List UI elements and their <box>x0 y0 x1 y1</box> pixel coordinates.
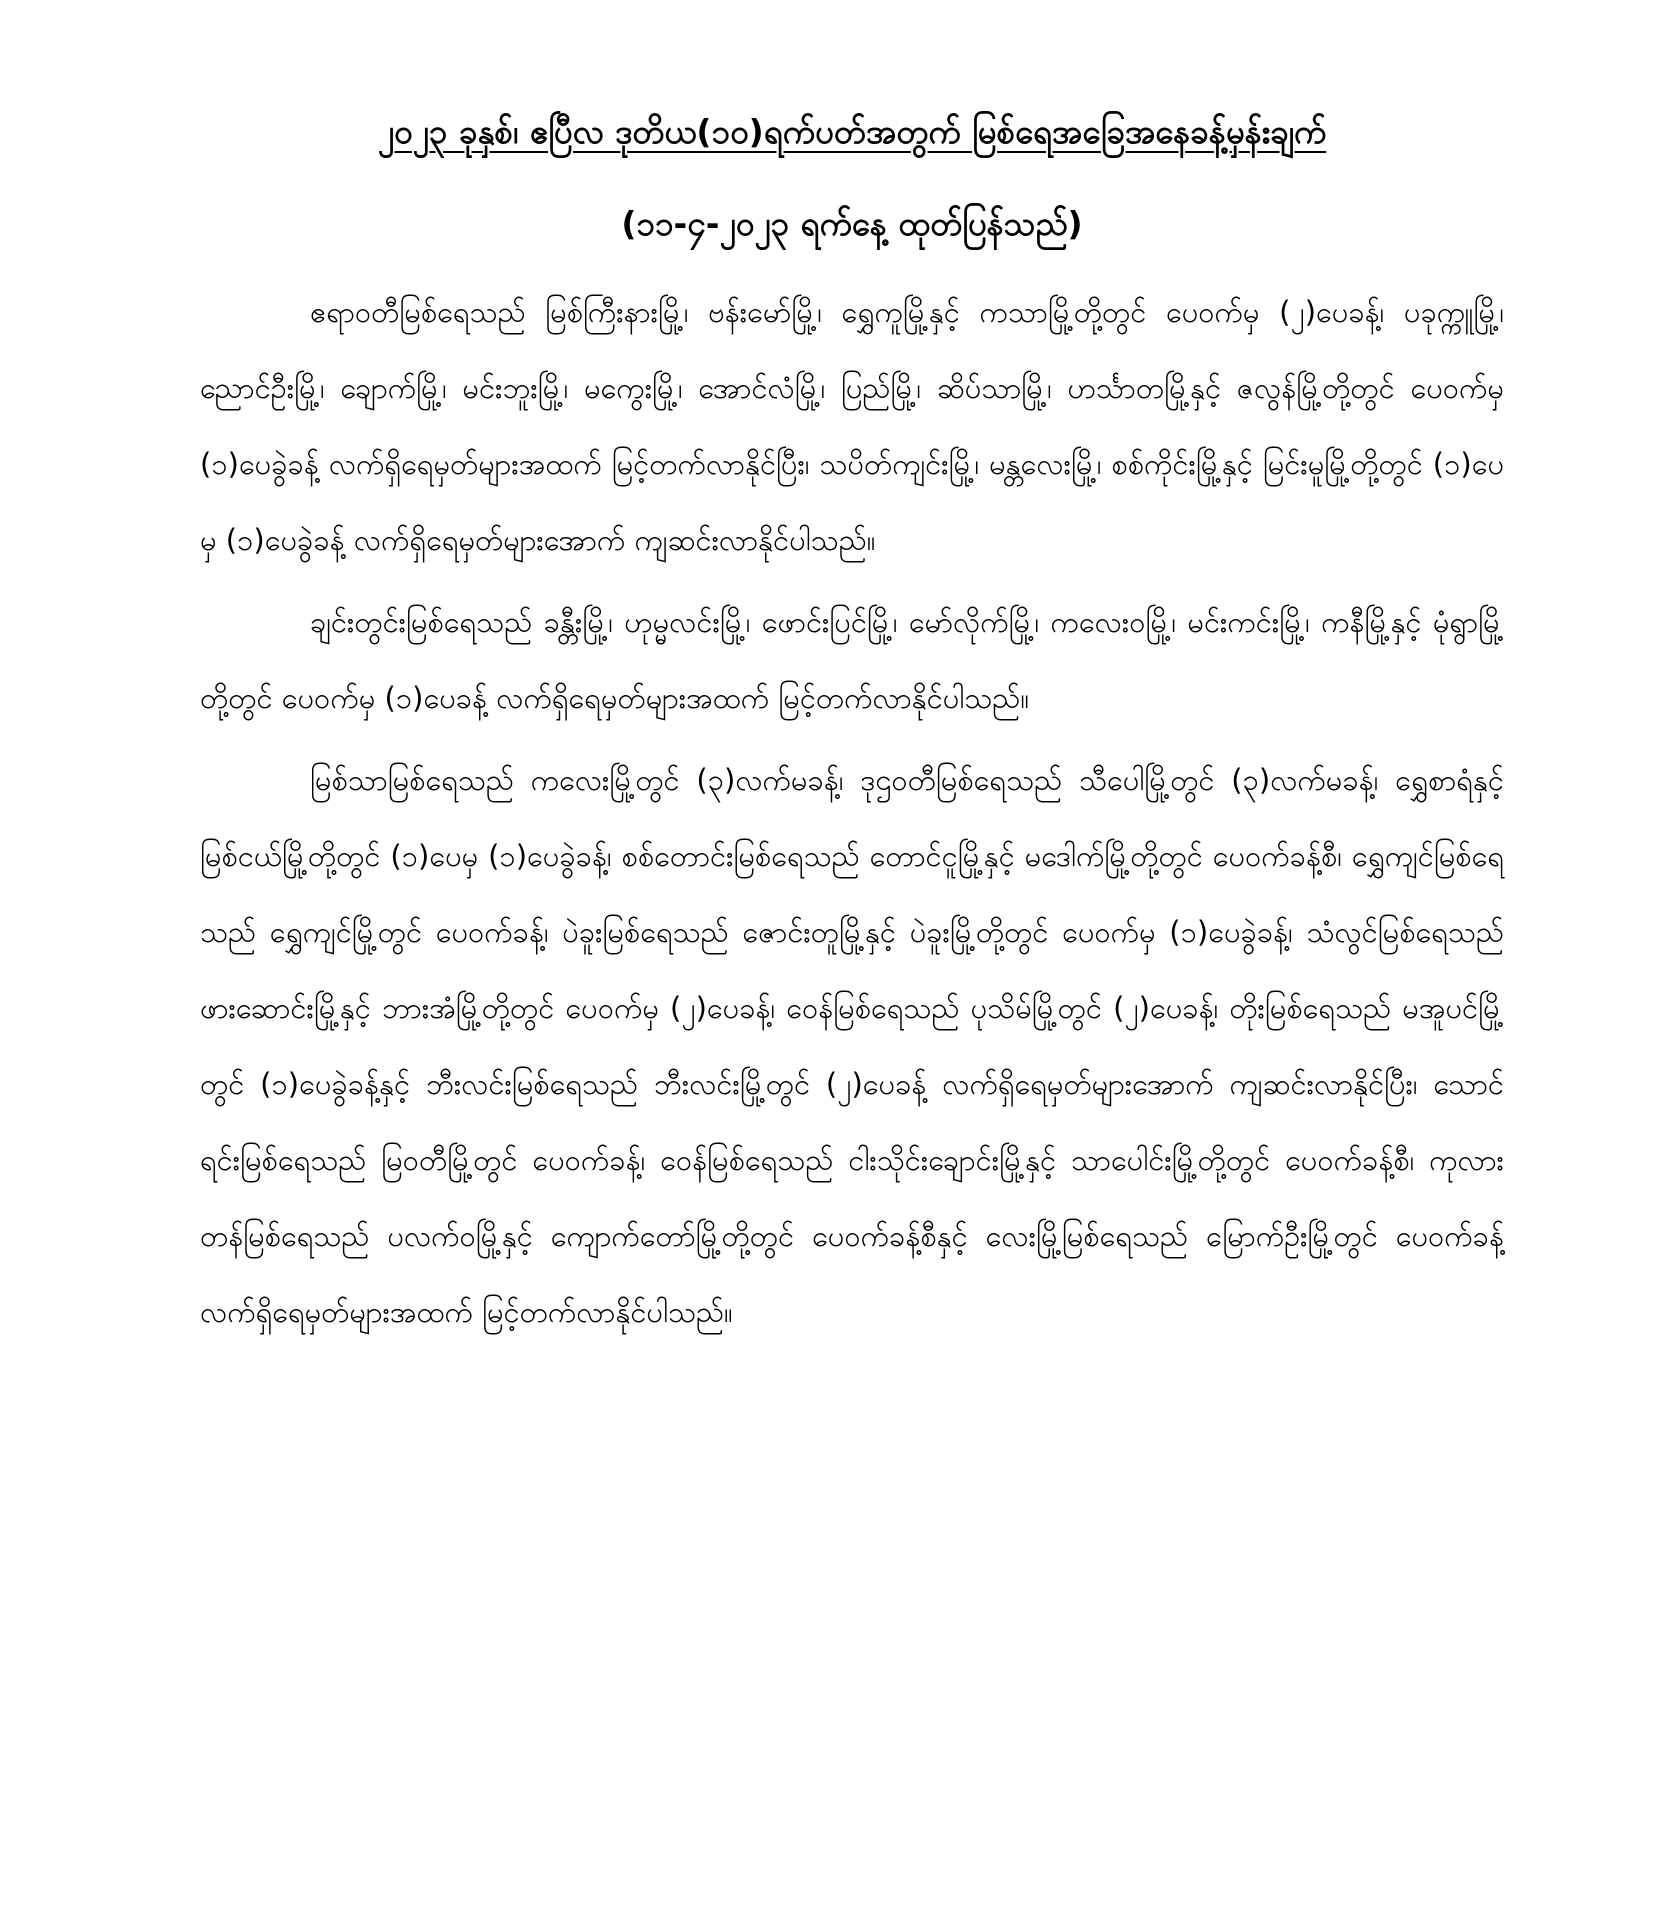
paragraph-other-rivers: မြစ်သာမြစ်ရေသည် ကလေးမြို့တွင် (၃)လက်မခန့်၊ ဒုဌဝတီမြစ်ရေသည် သီပေါမြို့တွင် (၃)လက်မခန့်၊ ရွှေစာရံနှင့် မြစ်ငယ်မြို့တို့တွင် (၁)ပေမှ (၁)ပေခွဲခန့်၊ စစ်တောင်းမြစ်ရေသည် တောင်ငူမြို့နှင့် မဒေါက်မြို့တို့တွင် ပေဝက်ခန့်စီ၊ ရွှေကျင်မြစ်ရေသည် ရွှေကျင်မြို့တွင် ပေဝက်ခန့်၊ ပဲခူးမြစ်ရေသည် ဇောင်းတူမြို့နှင့် ပဲခူးမြို့တို့တွင် ပေဝက်မှ (၁)ပေခွဲခန့်၊ သံလွင်မြစ်ရေသည် ဖားဆောင်းမြို့နှင့် ဘားအံမြို့တို့တွင် ပေဝက်မှ (၂)ပေခန့်၊ ဝေန်မြစ်ရေသည် ပုသိမ်မြို့တွင် (၂)ပေခန့်၊ တိုးမြစ်ရေသည် မအူပင်မြို့တွင် (၁)ပေခွဲခန့်နှင့် ဘီးလင်းမြစ်ရေသည် ဘီးလင်းမြို့တွင် (၂)ပေခန့် လက်ရှိရေမှတ်များအောက် ကျဆင်းလာနိုင်ပြီး၊ သောင်ရင်းမြစ်ရေသည် မြဝတီမြို့တွင် ပေဝက်ခန့်၊ ဝေန်မြစ်ရေသည် ငါးသိုင်းချောင်းမြို့နှင့် သာပေါင်းမြို့တို့တွင် ပေဝက်ခန့်စီ၊ ကုလားတန်မြစ်ရေသည် ပလက်ဝမြို့နှင့် ကျောက်တော်မြို့တို့တွင် ပေဝက်ခန့်စီနှင့် လေးမြို့မြစ်ရေသည် မြောက်ဦးမြို့တွင် ပေဝက်ခန့် လက်ရှိရေမှတ်များအထက် မြင့်တက်လာနိုင်ပါသည်။ <box>200 763 1504 1329</box>
paragraph-chindwin: ချင်းတွင်းမြစ်ရေသည် ခန္တီးမြို့၊ ဟုမ္မလင်းမြို့၊ ဖောင်းပြင်မြို့၊ မော်လိုက်မြို့၊ ကလေးဝမြို့၊ မင်းကင်းမြို့၊ ကနီမြို့နှင့် မုံရွာမြို့တို့တွင် ပေဝက်မှ (၁)ပေခန့် လက်ရှိရေမှတ်များအထက် မြင့်တက်လာနိုင်ပါသည်။ <box>200 605 1504 715</box>
document-subtitle: (၁၁-၄-၂၀၂၃ ရက်နေ့ ထုတ်ပြန်သည်) <box>621 204 1083 243</box>
paragraph-irrawaddy: ဧရာဝတီမြစ်ရေသည် မြစ်ကြီးနားမြို့၊ ဗန်းမော်မြို့၊ ရွှေကူမြို့နှင့် ကသာမြို့တို့တွင် ပေဝက်မှ (၂)ပေခန့်၊ ပခုက္ကူမြို့၊ ညောင်ဦးမြို့၊ ချောက်မြို့၊ မင်းဘူးမြို့၊ မကွေးမြို့၊ အောင်လံမြို့၊ ပြည်မြို့၊ ဆိပ်သာမြို့၊ ဟင်္သာတမြို့နှင့် ဇလွန်မြို့တို့တွင် ပေဝက်မှ (၁)ပေခွဲခန့် လက်ရှိရေမှတ်များအထက် မြင့်တက်လာနိုင်ပြီး၊ သပိတ်ကျင်းမြို့၊ မန္တလေးမြို့၊ စစ်ကိုင်းမြို့နှင့် မြင်းမူမြို့တို့တွင် (၁)ပေမှ (၁)ပေခွဲခန့် လက်ရှိရေမှတ်များအောက် ကျဆင်းလာနိုင်ပါသည်။ <box>200 295 1504 557</box>
document-title: ၂၀၂၃ ခုနှစ်၊ ဧပြီလ ဒုတိယ(၁၀)ရက်ပတ်အတွက် မြစ်ရေအခြေအနေခန့်မှန်းချက် <box>377 112 1327 151</box>
